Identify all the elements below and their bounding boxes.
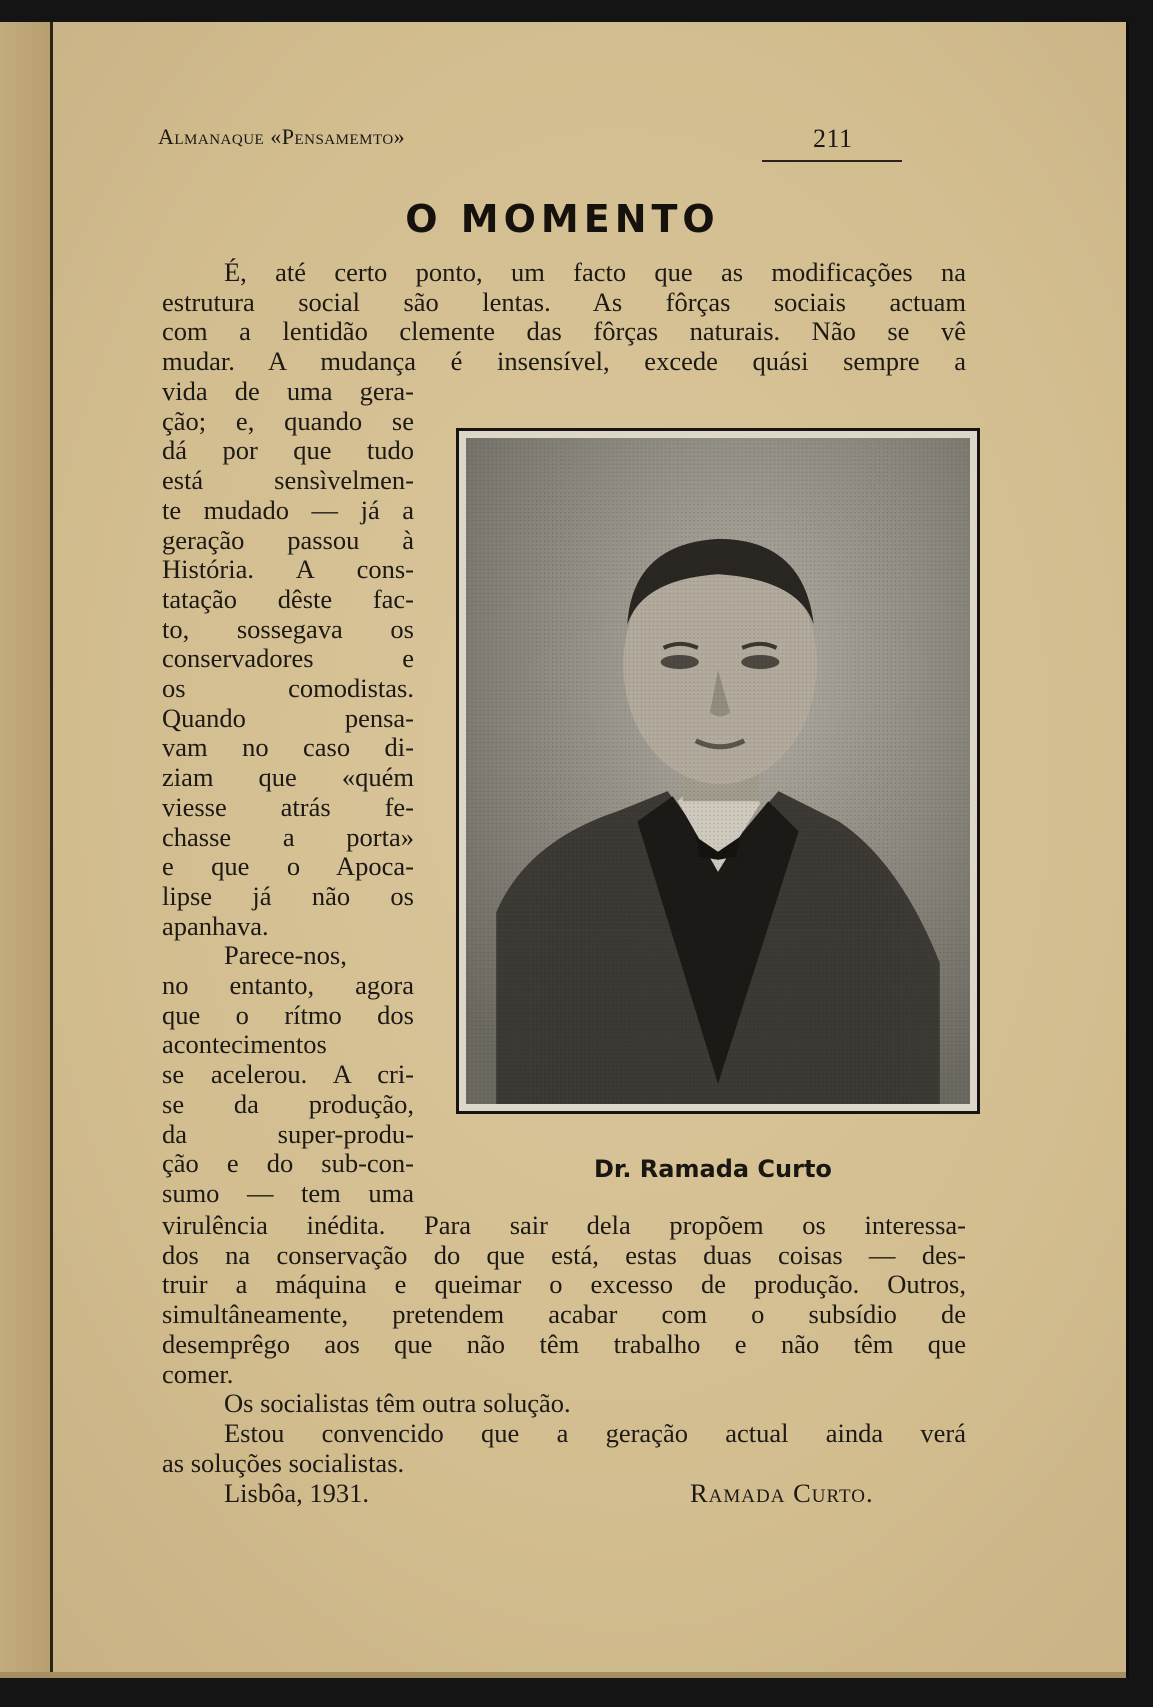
text-line: com a lentidão clemente das fôrças naturais. Não se vê — [162, 316, 966, 347]
portrait-image — [466, 438, 970, 1104]
text-line: vam no caso di- — [162, 732, 414, 763]
author-signature: Ramada Curto. — [690, 1478, 874, 1508]
text-line: Quando pensa- — [162, 702, 414, 733]
text-line: tatação dêste fac- — [162, 583, 414, 614]
text-line: História. A cons- — [162, 554, 414, 585]
text-line: e que o Apoca- — [162, 851, 414, 882]
header-rule — [762, 160, 902, 162]
text-line: se acelerou. A cri- — [162, 1059, 414, 1090]
text-line: no entanto, agora — [162, 970, 414, 1001]
text-line: Estou convencido que a geração actual ainda verá — [224, 1417, 966, 1448]
page-number: 211 — [813, 124, 853, 153]
text-line: está sensìvelmen- — [162, 465, 414, 496]
text-line: desemprêgo aos que não têm trabalho e não têm que — [162, 1328, 966, 1359]
closing-paragraphs — [162, 1211, 966, 1478]
text-line: ziam que «quém — [162, 762, 414, 793]
text-line: dos na conservação do que está, estas duas coisas — des- — [162, 1239, 966, 1270]
binding-gutter — [0, 22, 53, 1678]
running-title: Almanaque «Pensamemto» — [158, 124, 406, 149]
text-line: geração passou à — [162, 524, 414, 555]
text-line: estrutura social são lentas. As fôrças sociais actuam — [162, 286, 966, 317]
text-line: sumo — tem uma — [162, 1177, 414, 1208]
text-line: comer. — [162, 1358, 234, 1389]
text-line: os comodistas. — [162, 673, 414, 704]
text-line: Parece-nos, — [224, 940, 347, 971]
intro-paragraph — [162, 258, 966, 377]
page-edge-shadow — [0, 1672, 1126, 1678]
text-line: Os socialistas têm outra solução. — [224, 1388, 571, 1419]
text-line: to, sossegava os — [162, 613, 414, 644]
text-line: que o rítmo dos — [162, 999, 414, 1030]
text-line: chasse a porta» — [162, 821, 414, 852]
text-line: truir a máquina e queimar o excesso de produção. Outros, — [162, 1269, 966, 1300]
text-line: se da produção, — [162, 1088, 414, 1119]
place-date: Lisbôa, 1931. — [224, 1478, 369, 1508]
book-page — [0, 22, 1129, 1678]
text-line: ção e do sub-con- — [162, 1148, 414, 1179]
text-line: É, até certo ponto, um facto que as modificações na — [224, 257, 966, 287]
text-line: mudar. A mudança é insensível, excede quási sempre a — [162, 346, 966, 377]
signoff — [162, 1478, 966, 1510]
text-line: vida de uma gera- — [162, 376, 414, 406]
text-line: virulência inédita. Para sair dela propõem os interessa- — [162, 1210, 966, 1240]
narrow-column — [162, 377, 414, 1209]
text-line: dá por que tudo — [162, 435, 414, 466]
text-line: acontecimentos — [162, 1029, 327, 1060]
text-line: da super-produ- — [162, 1118, 414, 1149]
text-line: as soluções socialistas. — [162, 1447, 405, 1478]
text-line: conservadores e — [162, 643, 414, 674]
text-line: viesse atrás fe- — [162, 791, 414, 822]
article-title: O MOMENTO — [405, 197, 720, 241]
text-line: te mudado — já a — [162, 494, 414, 525]
photo-caption: Dr. Ramada Curto — [594, 1155, 832, 1183]
portrait-photo — [456, 428, 980, 1114]
text-line: simultâneamente, pretendem acabar com o subsídio de — [162, 1299, 966, 1330]
text-line: ção; e, quando se — [162, 405, 414, 436]
running-header — [158, 104, 908, 153]
text-line: lipse já não os — [162, 880, 414, 911]
text-line: apanhava. — [162, 910, 269, 941]
